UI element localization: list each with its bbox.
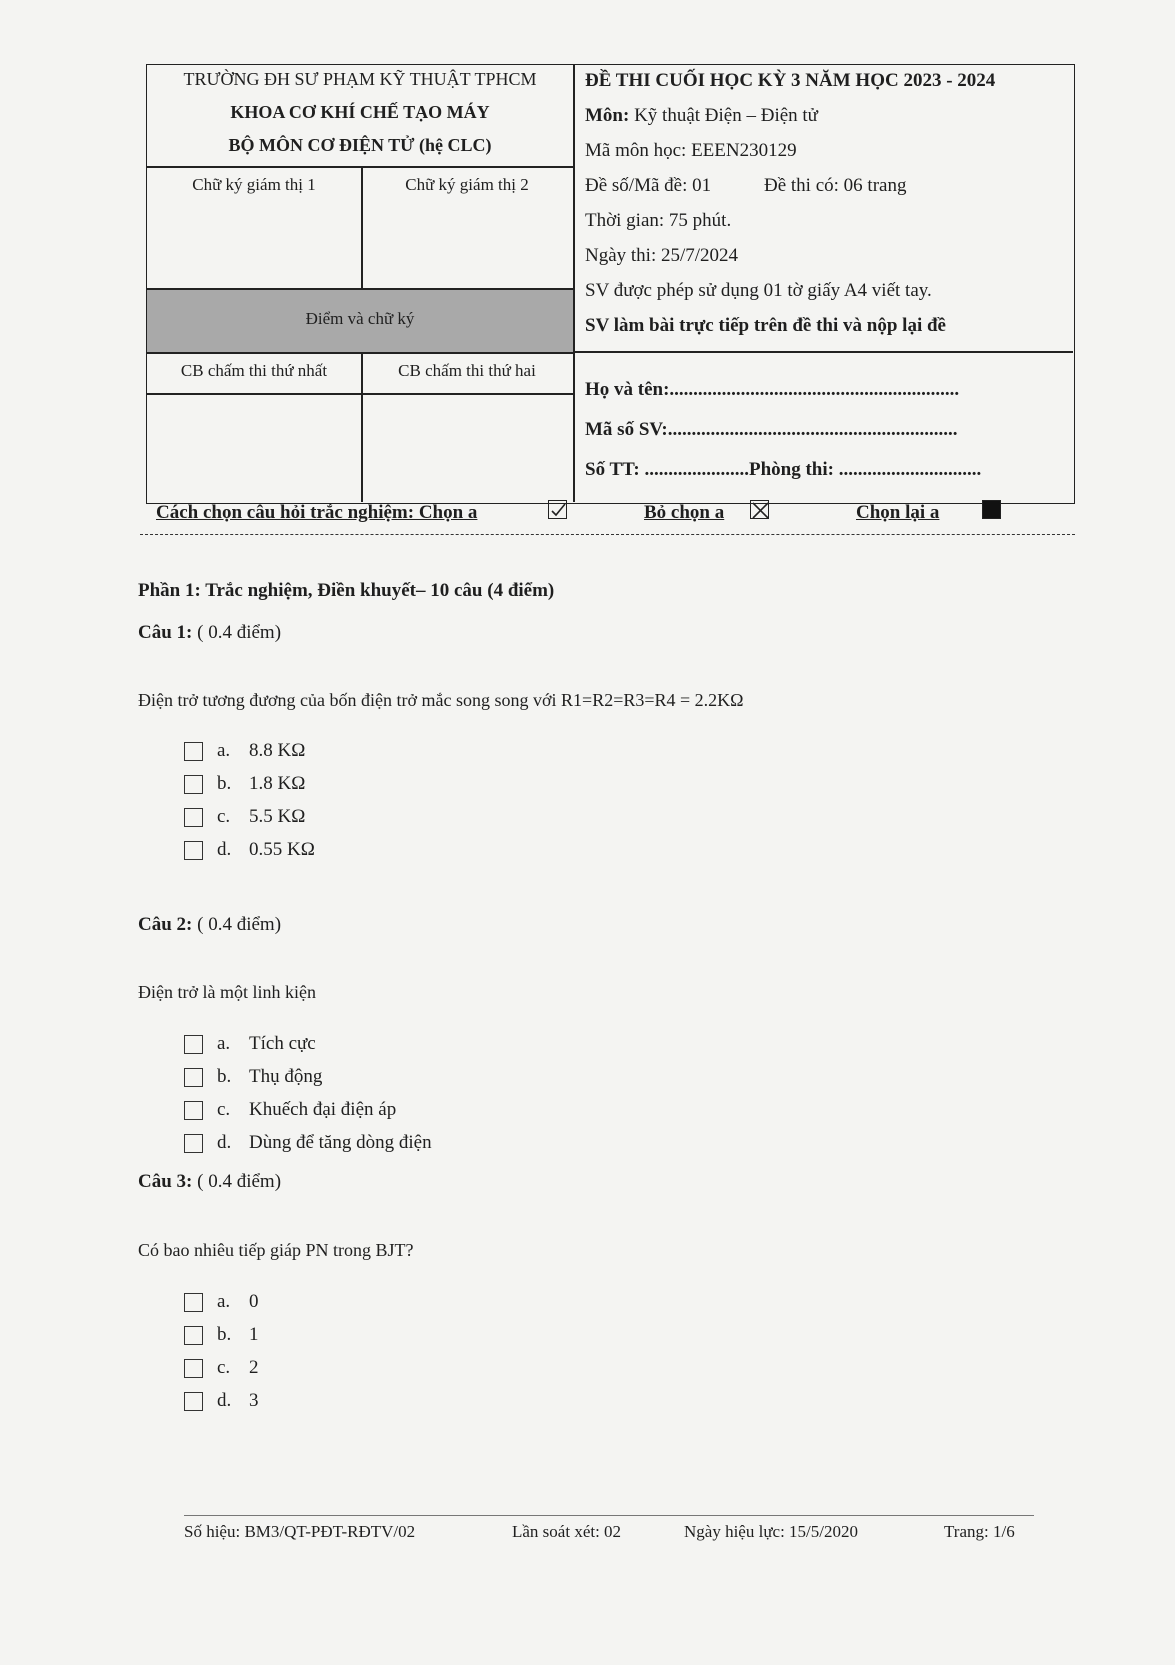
question-2-option-c[interactable]: c. Khuếch đại điện áp (184, 1099, 396, 1123)
question-2-option-d[interactable]: d. Dùng để tăng dòng điện (184, 1132, 432, 1156)
student-name-field[interactable]: Họ và tên:............................................................. (585, 379, 960, 400)
question-2-header (138, 914, 281, 936)
footer-revision: Lần soát xét: 02 (512, 1522, 622, 1541)
exam-code: Đề số/Mã đề: 01 (585, 175, 712, 196)
question-points: ( 0.4 điểm) (197, 1171, 282, 1192)
question-3-option-c[interactable]: c. 2 (184, 1357, 259, 1381)
subject-label: Môn: (585, 105, 630, 126)
question-label: Câu 1: (138, 622, 193, 643)
checked-box-icon (548, 500, 567, 519)
score-signature-label: Điểm và chữ ký (305, 309, 415, 328)
row-divider (147, 166, 573, 168)
rechoose-instruction: Chọn lại a (856, 502, 940, 523)
page-count: Đề thi có: 06 trang (764, 175, 907, 196)
answer-checkbox[interactable] (184, 1134, 203, 1153)
exam-date: Ngày thi: 25/7/2024 (585, 245, 739, 266)
question-1-text: Điện trở tương đương của bốn điện trở mắc song song với R1=R2=R3=R4 = 2.2KΩ (138, 690, 744, 710)
question-3-option-b[interactable]: b. 1 (184, 1324, 259, 1348)
answer-checkbox[interactable] (184, 1101, 203, 1120)
exam-title: ĐỀ THI CUỐI HỌC KỲ 3 NĂM HỌC 2023 - 2024 (585, 70, 996, 91)
footer-effective-date: Ngày hiệu lực: 15/5/2020 (684, 1522, 858, 1541)
question-3-option-d[interactable]: d. 3 (184, 1390, 259, 1414)
grader1-label: CB chấm thi thứ nhất (180, 361, 328, 380)
choose-instruction: Cách chọn câu hỏi trắc nghiệm: Chọn a (156, 502, 478, 523)
question-1-option-d[interactable]: d. 0.55 KΩ (184, 839, 315, 863)
row-divider (573, 351, 1073, 353)
answer-checkbox[interactable] (184, 1035, 203, 1054)
question-3-option-a[interactable]: a. 0 (184, 1291, 259, 1315)
answer-marking-legend (140, 500, 1075, 535)
question-1-option-c[interactable]: c. 5.5 KΩ (184, 806, 305, 830)
question-2-option-a[interactable]: a. Tích cực (184, 1033, 316, 1057)
answer-checkbox[interactable] (184, 1392, 203, 1411)
student-id-field[interactable]: Mã số SV:............................................................. (585, 419, 958, 440)
school-name: TRƯỜNG ĐH SƯ PHẠM KỸ THUẬT TPHCM (183, 69, 537, 89)
section-title: Phần 1: Trắc nghiệm, Điền khuyết– 10 câu (4 điểm) (138, 580, 555, 601)
subject-line (585, 105, 818, 127)
subject-value: Kỹ thuật Điện – Điện tử (634, 105, 818, 126)
footer-document-code: Số hiệu: BM3/QT-PĐT-RĐTV/02 (184, 1522, 416, 1541)
question-1-header (138, 622, 281, 644)
unchoose-instruction: Bỏ chọn a (644, 502, 725, 523)
question-label: Câu 3: (138, 1171, 193, 1192)
department-name: BỘ MÔN CƠ ĐIỆN TỬ (hệ CLC) (228, 135, 492, 155)
question-1-option-b[interactable]: b. 1.8 KΩ (184, 773, 305, 797)
row-divider (147, 393, 573, 395)
answer-checkbox[interactable] (184, 1068, 203, 1087)
question-2-option-b[interactable]: b. Thụ động (184, 1066, 322, 1090)
proctor1-signature-label: Chữ ký giám thị 1 (192, 175, 316, 194)
question-2-text: Điện trở là một linh kiện (138, 982, 316, 1002)
answer-checkbox[interactable] (184, 841, 203, 860)
answer-checkbox[interactable] (184, 808, 203, 827)
grader2-label: CB chấm thi thứ hai (398, 361, 536, 380)
seat-room-field[interactable]: Số TT: ......................Phòng thi: .............................. (585, 459, 982, 480)
instruction: SV làm bài trực tiếp trên đề thi và nộp lại đề (585, 315, 946, 336)
answer-checkbox[interactable] (184, 775, 203, 794)
allowed-materials: SV được phép sử dụng 01 tờ giấy A4 viết tay. (585, 280, 932, 301)
question-label: Câu 2: (138, 914, 193, 935)
answer-checkbox[interactable] (184, 742, 203, 761)
question-points: ( 0.4 điểm) (197, 622, 282, 643)
answer-checkbox[interactable] (184, 1326, 203, 1345)
exam-header-table (146, 64, 1075, 504)
question-points: ( 0.4 điểm) (197, 914, 282, 935)
question-1-option-a[interactable]: a. 8.8 KΩ (184, 740, 305, 764)
answer-checkbox[interactable] (184, 1293, 203, 1312)
crossed-box-icon (750, 500, 769, 519)
question-3-header (138, 1171, 281, 1193)
row-divider (147, 288, 573, 290)
proctor2-signature-label: Chữ ký giám thị 2 (405, 175, 529, 194)
answer-checkbox[interactable] (184, 1359, 203, 1378)
column-divider (573, 65, 575, 502)
exam-duration: Thời gian: 75 phút. (585, 210, 732, 231)
footer-divider (184, 1515, 1034, 1516)
course-code: Mã môn học: EEEN230129 (585, 140, 797, 161)
faculty-name: KHOA CƠ KHÍ CHẾ TẠO MÁY (230, 102, 490, 122)
row-divider (147, 352, 573, 354)
footer-page-number: Trang: 1/6 (944, 1522, 1015, 1541)
question-3-text: Có bao nhiêu tiếp giáp PN trong BJT? (138, 1240, 414, 1260)
filled-box-icon (982, 500, 1001, 519)
